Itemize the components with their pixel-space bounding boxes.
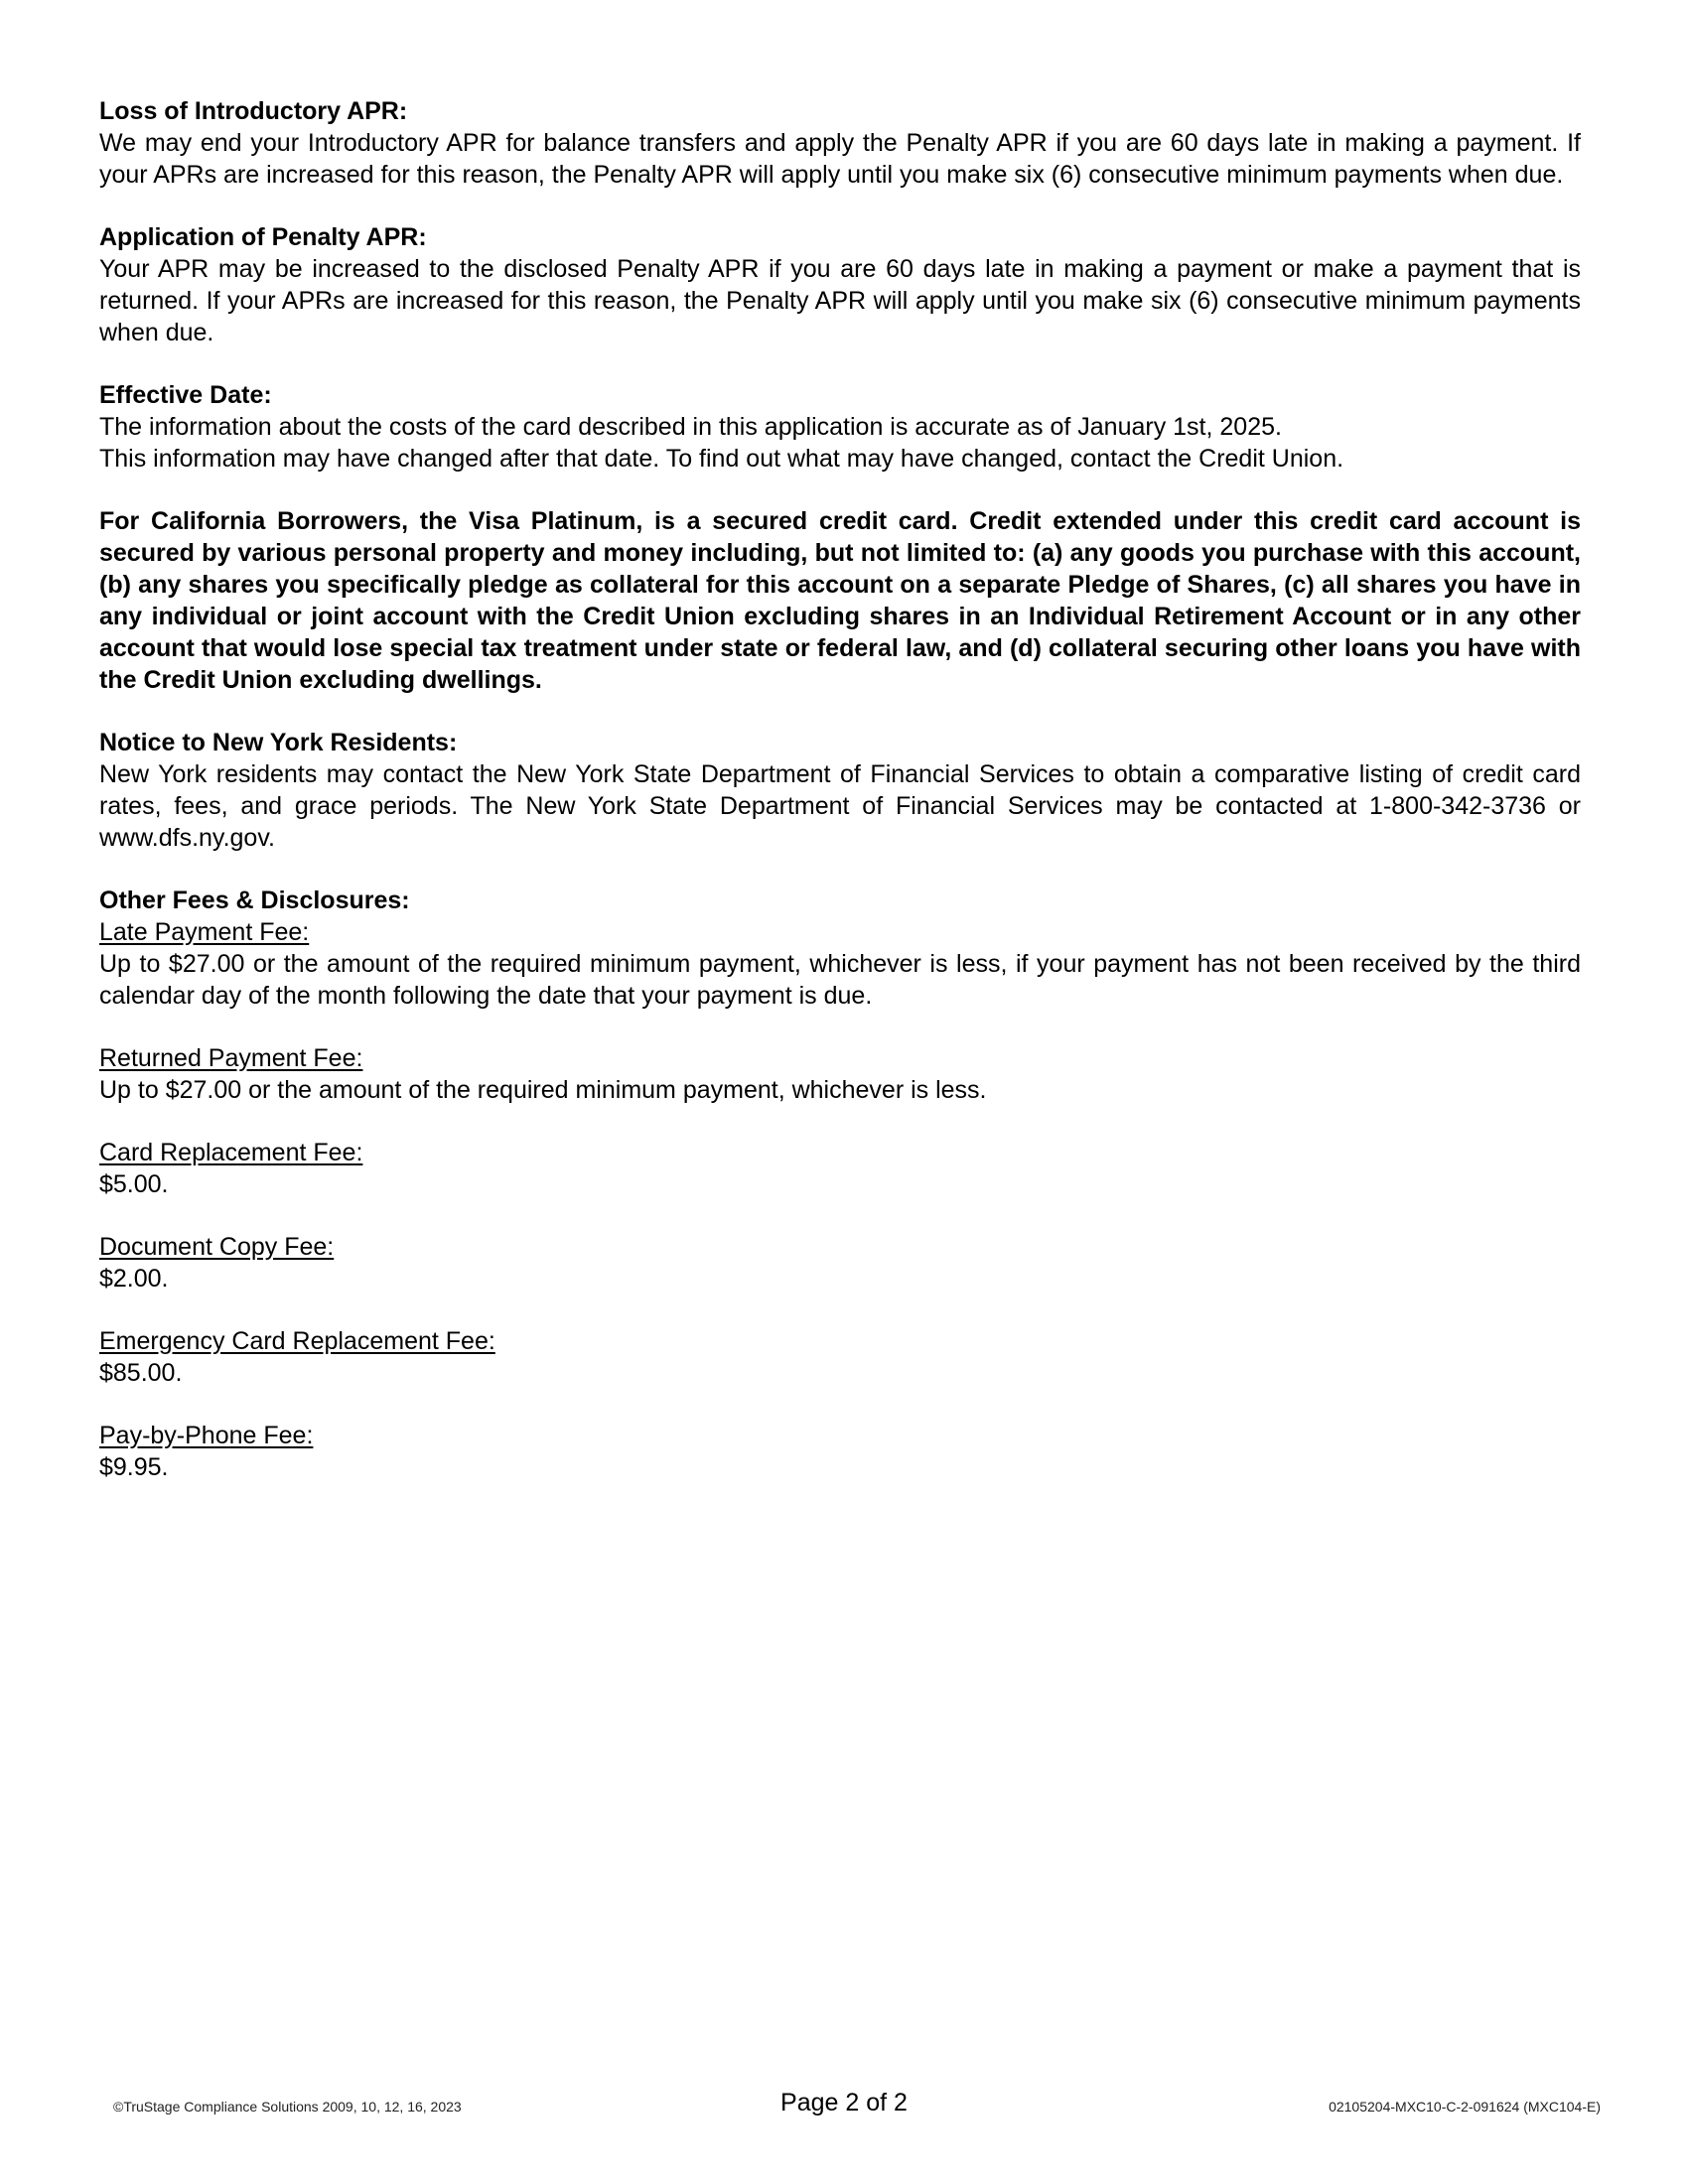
- fee-emergency-card-replacement: [99, 1325, 1581, 1389]
- fee-card-replacement: [99, 1137, 1581, 1200]
- fee-value: Up to $27.00 or the amount of the required minimum payment, whichever is less.: [99, 1076, 987, 1104]
- page-footer: [0, 2085, 1688, 2124]
- fee-label: Returned Payment Fee:: [99, 1044, 363, 1072]
- fee-label: Card Replacement Fee:: [99, 1139, 363, 1166]
- california-disclosure: For California Borrowers, the Visa Platinum, is a secured credit card. Credit extended under this credit card account is secured by various personal property and money including, but not limited to: (a) any goods you purchase with this account, (b) any shares you specifically pledge as collateral for this account on a separate Pledge of Shares, (c) all shares you have in any individual or joint account with the Credit Union excluding shares in an Individual Retirement Account or in any other account that would lose special tax treatment under state or federal law, and (d) collateral securing other loans you have with the Credit Union excluding dwellings.: [99, 507, 1581, 694]
- section-california-borrowers: [99, 505, 1581, 696]
- effective-date-line-1: The information about the costs of the card described in this application is accurate as of January 1st, 2025.: [99, 413, 1282, 441]
- section-other-fees: [99, 885, 1581, 916]
- section-heading: Loss of Introductory APR:: [99, 97, 408, 125]
- fee-value: $9.95.: [99, 1453, 169, 1481]
- section-heading: Notice to New York Residents:: [99, 729, 458, 756]
- fee-label: Pay-by-Phone Fee:: [99, 1422, 314, 1449]
- section-heading: Application of Penalty APR:: [99, 223, 427, 251]
- section-body: We may end your Introductory APR for balance transfers and apply the Penalty APR if you are 60 days late in making a payment. If your APRs are increased for this reason, the Penalty APR will apply until you make six (6) consecutive minimum payments when due.: [99, 129, 1581, 189]
- section-heading: Other Fees & Disclosures:: [99, 887, 410, 914]
- section-body: New York residents may contact the New York State Department of Financial Services to obtain a comparative listing of credit card rates, fees, and grace periods. The New York State Department of Financial Services may be contacted at 1-800-342-3736 or www.dfs.ny.gov.: [99, 760, 1581, 852]
- section-new-york-notice: [99, 727, 1581, 854]
- section-body: Your APR may be increased to the disclosed Penalty APR if you are 60 days late in making a payment or make a payment that is returned. If your APRs are increased for this reason, the Penalty APR will apply until you make six (6) consecutive minimum payments when due.: [99, 255, 1581, 346]
- section-loss-of-introductory-apr: [99, 95, 1581, 191]
- fee-returned-payment: [99, 1042, 1581, 1106]
- footer-page-number: Page 2 of 2: [780, 2089, 908, 2116]
- section-application-of-penalty-apr: [99, 221, 1581, 348]
- footer-form-code: 02105204-MXC10-C-2-091624 (MXC104-E): [1329, 2099, 1601, 2115]
- section-effective-date: [99, 379, 1581, 475]
- fee-pay-by-phone: [99, 1420, 1581, 1483]
- fee-label: Emergency Card Replacement Fee:: [99, 1327, 495, 1355]
- fee-value: $2.00.: [99, 1265, 169, 1293]
- document-page: [99, 95, 1581, 1514]
- section-heading: Effective Date:: [99, 381, 272, 409]
- fee-value: $5.00.: [99, 1170, 169, 1198]
- fee-document-copy: [99, 1231, 1581, 1295]
- fee-label: Late Payment Fee:: [99, 918, 310, 946]
- fee-label: Document Copy Fee:: [99, 1233, 335, 1261]
- footer-copyright: ©TruStage Compliance Solutions 2009, 10, 12, 16, 2023: [113, 2099, 462, 2115]
- fee-late-payment: [99, 916, 1581, 1012]
- fee-value: $85.00.: [99, 1359, 183, 1387]
- fee-value: Up to $27.00 or the amount of the required minimum payment, whichever is less, if your payment has not been received by the third calendar day of the month following the date that your payment is due.: [99, 950, 1581, 1010]
- effective-date-line-2: This information may have changed after that date. To find out what may have changed, contact the Credit Union.: [99, 445, 1344, 473]
